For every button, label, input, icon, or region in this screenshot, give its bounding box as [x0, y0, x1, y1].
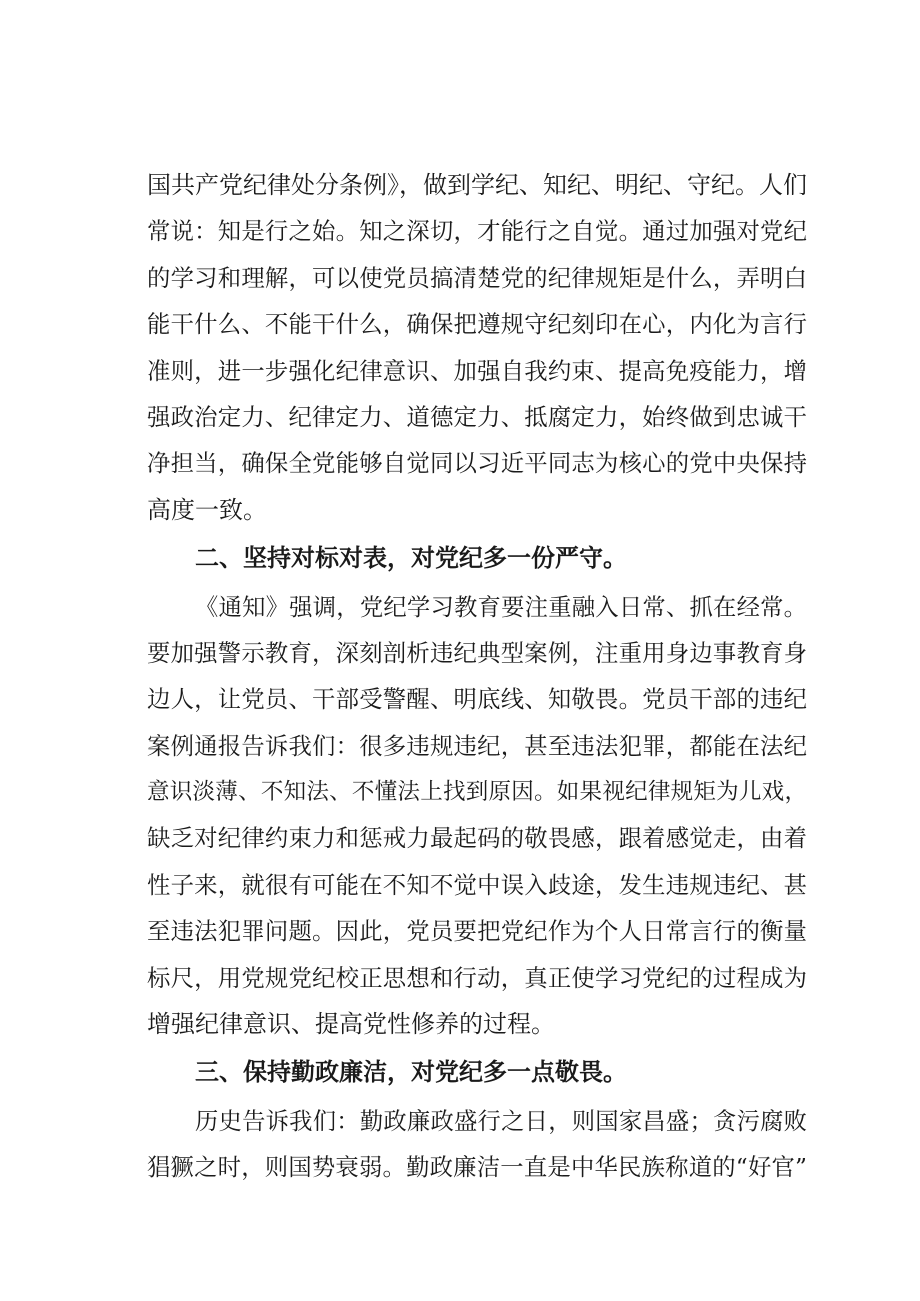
text-line: 至违法犯罪问题。因此，党员要把党纪作为个人日常言行的衡量 — [147, 917, 807, 946]
text-line: 常说：知是行之始。知之深切，才能行之自觉。通过加强对党纪 — [147, 217, 807, 246]
paragraph-diligence-integrity — [147, 1098, 807, 1191]
text-line: 准则，进一步强化纪律意识、加强自我约束、提高免疫能力，增 — [147, 356, 807, 385]
document-page — [147, 162, 807, 1191]
text-line: 要加强警示教育，深刻剖析违纪典型案例，注重用身边事教育身 — [147, 638, 807, 667]
text-line: 边人，让党员、干部受警醒、明底线、知敬畏。党员干部的违纪 — [147, 685, 807, 714]
text-line: 缺乏对纪律约束力和惩戒力最起码的敬畏感，跟着感觉走，由着 — [147, 824, 807, 853]
text-line: 《通知》强调，党纪学习教育要注重融入日常、抓在经常。 — [195, 592, 807, 621]
text-line: 净担当，确保全党能够自觉同以习近平同志为核心的党中央保持 — [147, 449, 807, 478]
text-line: 增强纪律意识、提高党性修养的过程。 — [147, 1010, 555, 1039]
text-line: 国共产党纪律处分条例》，做到学纪、知纪、明纪、守纪。人们 — [147, 171, 807, 199]
text-line: 历史告诉我们：勤政廉政盛行之日，则国家昌盛；贪污腐败 — [195, 1106, 807, 1135]
text-line: 的学习和理解，可以使党员搞清楚党的纪律规矩是什么，弄明白 — [147, 263, 807, 292]
text-line: 案例通报告诉我们：很多违规违纪，甚至违法犯罪，都能在法纪 — [147, 731, 807, 760]
paragraph-discipline-study — [147, 162, 807, 533]
text-line: 强政治定力、纪律定力、道德定力、抵腐定力，始终做到忠诚干 — [147, 402, 807, 431]
section-heading-2: 二、坚持对标对表，对党纪多一份严守。 — [195, 544, 627, 573]
paragraph-strict-adherence — [147, 584, 807, 1048]
section-heading-3: 三、保持勤政廉洁，对党纪多一点敬畏。 — [195, 1058, 627, 1087]
text-line: 标尺，用党规党纪校正思想和行动，真正使学习党纪的过程成为 — [147, 963, 807, 992]
text-line: 猖獗之时，则国势衰弱。勤政廉洁一直是中华民族称道的“好官” — [147, 1153, 807, 1182]
text-line: 高度一致。 — [147, 495, 267, 524]
text-line: 能干什么、不能干什么，确保把遵规守纪刻印在心，内化为言行 — [147, 310, 807, 339]
text-line: 性子来，就很有可能在不知不觉中误入歧途，发生违规违纪、甚 — [147, 870, 807, 899]
text-line: 意识淡薄、不知法、不懂法上找到原因。如果视纪律规矩为儿戏， — [147, 779, 807, 806]
